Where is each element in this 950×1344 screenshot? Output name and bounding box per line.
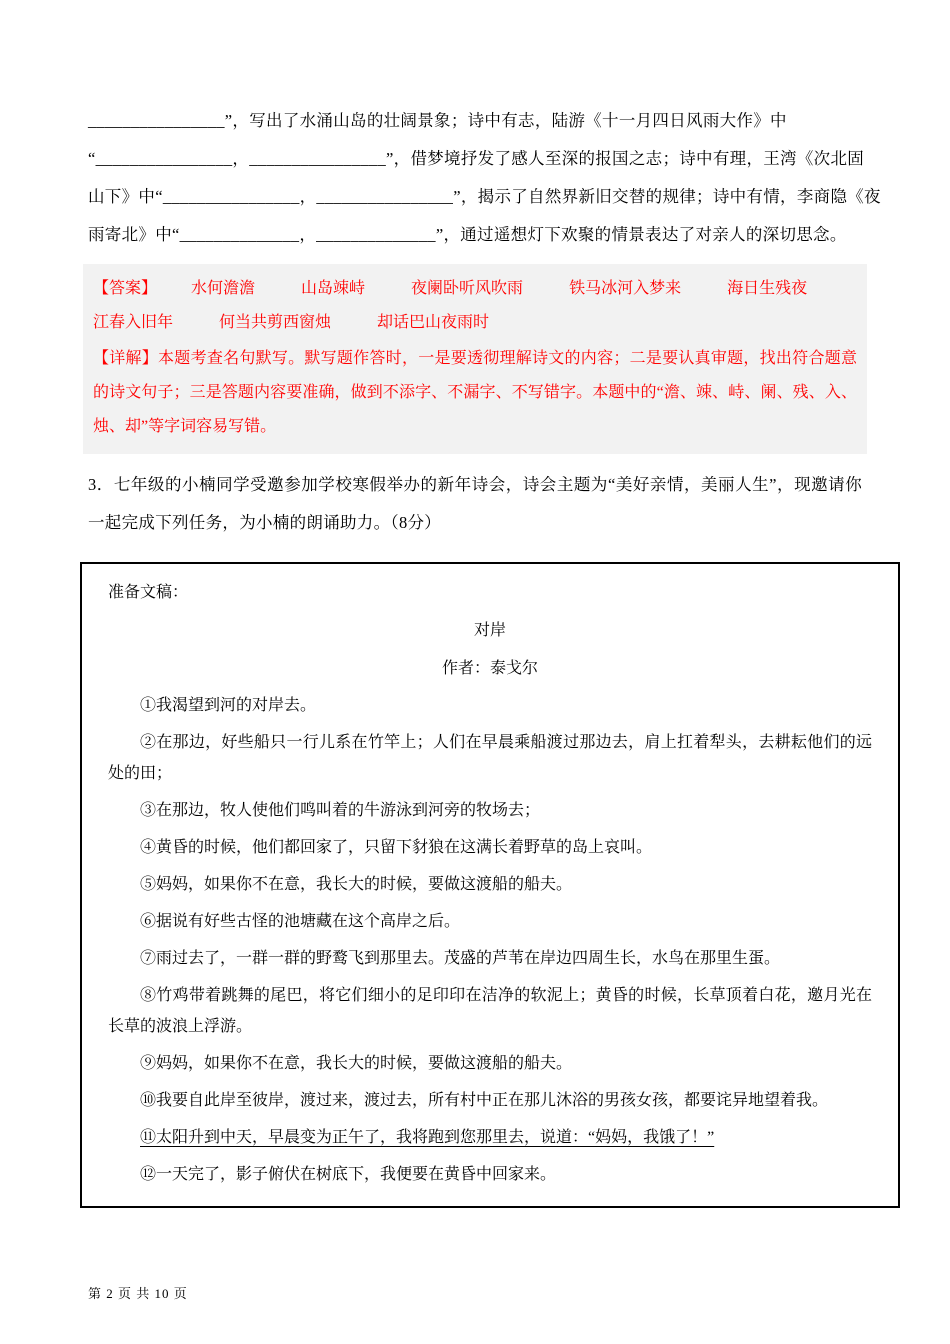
answer-item: 江春入旧年 bbox=[93, 314, 174, 331]
poem-stanza: ②在那边，好些船只一行儿系在竹竿上；人们在早晨乘船渡过那边去，肩上扛着犁头，去耕耘他们的远处的田； bbox=[108, 734, 872, 782]
question-3-text: 3．七年级的小楠同学受邀参加学校寒假举办的新年诗会，诗会主题为“美好亲情，美丽人生”，现邀请你一起完成下列任务，为小楠的朗诵助力。（8分） bbox=[88, 475, 862, 532]
poem-stanza: ③在那边，牧人使他们鸣叫着的牛游泳到河旁的牧场去； bbox=[140, 802, 541, 819]
poem-author: 作者：泰戈尔 bbox=[441, 660, 538, 677]
poem-stanza: ④黄昏的时候，他们都回家了，只留下豺狼在这满长着野草的岛上哀叫。 bbox=[140, 839, 653, 856]
fill-in-question bbox=[88, 102, 881, 254]
poem-stanza: ⑨妈妈，如果你不在意，我长大的时候，要做这渡船的船夫。 bbox=[140, 1055, 573, 1072]
detail-label: 【详解】 bbox=[93, 350, 159, 367]
poem-stanza: ①我渴望到河的对岸去。 bbox=[140, 697, 317, 714]
answer-item: 却话巴山夜雨时 bbox=[377, 314, 490, 331]
answer-item: 夜阑卧听风吹雨 bbox=[411, 280, 524, 297]
answer-label: 【答案】 bbox=[93, 280, 158, 297]
poem-box-label: 准备文稿： bbox=[108, 584, 189, 601]
poem-stanza: ⑩我要自此岸至彼岸，渡过来，渡过去，所有村中正在那儿沐浴的男孩女孩，都要诧异地望着我。 bbox=[140, 1092, 829, 1109]
poem-stanza: ⑪太阳升到中天，早晨变为正午了，我将跑到您那里去，说道：“妈妈，我饿了！” bbox=[140, 1129, 715, 1146]
fill-in-line: “________________，________________”，借梦境抒发了感人至深的报国之志；诗中有理，王湾《次北固 bbox=[88, 149, 865, 168]
answer-line bbox=[93, 272, 857, 340]
answer-block bbox=[83, 264, 867, 454]
answer-item: 海日生残夜 bbox=[727, 280, 808, 297]
detail-paragraph bbox=[93, 342, 857, 444]
poem-stanza: ⑫一天完了，影子俯伏在树底下，我便要在黄昏中回家来。 bbox=[140, 1166, 557, 1183]
poem-box bbox=[80, 562, 900, 1208]
poem-stanza: ⑦雨过去了，一群一群的野鹜飞到那里去。茂盛的芦苇在岸边四周生长，水鸟在那里生蛋。 bbox=[140, 950, 781, 967]
poem-title: 对岸 bbox=[473, 622, 506, 639]
poem-stanza: ⑧竹鸡带着跳舞的尾巴，将它们细小的足印印在洁净的软泥上；黄昏的时候，长草顶着白花，邀月光在长草的波浪上浮游。 bbox=[108, 987, 872, 1035]
poem-stanza: ⑤妈妈，如果你不在意，我长大的时候，要做这渡船的船夫。 bbox=[140, 876, 573, 893]
answer-item: 山岛竦峙 bbox=[301, 280, 366, 297]
answer-item: 水何澹澹 bbox=[191, 280, 256, 297]
poem-stanza: ⑥据说有好些古怪的池塘藏在这个高岸之后。 bbox=[140, 913, 461, 930]
fill-in-line: 雨寄北》中“______________，______________”，通过遥想灯下欢聚的情景表达了对亲人的深切思念。 bbox=[88, 225, 847, 244]
fill-in-line: 山下》中“________________，________________”，揭示了自然界新旧交替的规律；诗中有情，李商隐《夜 bbox=[88, 187, 881, 206]
fill-in-line: ________________”，写出了水涌山岛的壮阔景象；诗中有志，陆游《十一月四日风雨大作》中 bbox=[88, 111, 787, 130]
poem-stanzas bbox=[108, 690, 872, 1190]
answer-list bbox=[93, 280, 853, 331]
answer-item: 铁马冰河入梦来 bbox=[569, 280, 682, 297]
detail-text: 本题考查名句默写。默写题作答时，一是要透彻理解诗文的内容；二是要认真审题，找出符合题意的诗文句子；三是答题内容要准确，做到不添字、不漏字、不写错字。本题中的“澹、竦、峙、阑、残、入、烛、却”等字词容易写错。 bbox=[93, 350, 857, 435]
page-footer: 第 2 页 共 10 页 bbox=[88, 1286, 188, 1301]
answer-item: 何当共剪西窗烛 bbox=[219, 314, 332, 331]
